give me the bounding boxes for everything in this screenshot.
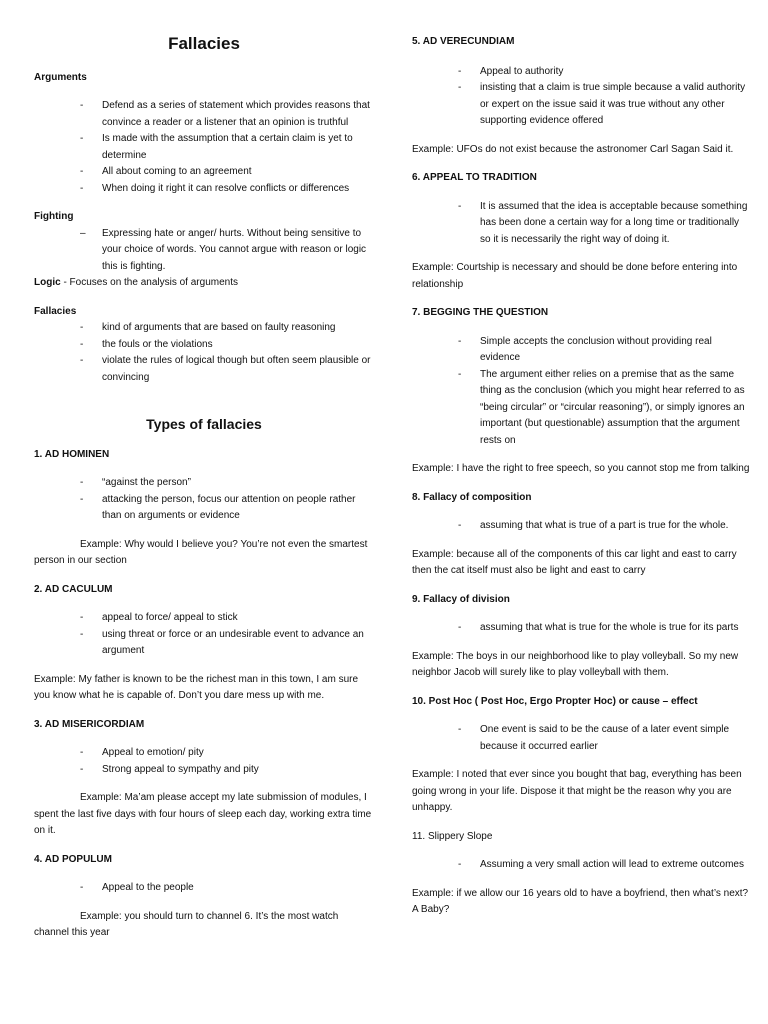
section-heading: 10. Post Hoc ( Post Hoc, Ergo Propter Hoc) or cause – effect — [412, 695, 698, 707]
section-heading: 4. AD POPULUM — [34, 853, 112, 865]
list-item: - It is assumed that the idea is acceptable because something has been done a certain way for a long time or traditionally so it is necessarily the right way of doing it. — [458, 200, 748, 245]
list-item: - The argument either relies on a premise that as the same thing as the conclusion (which you might hear referred to as “being circular” or “circular reasoning”), or simply ignores an important (but questionable) assumption that the argument rests on — [458, 368, 745, 446]
section-example: Example: Why would I believe you? You’re not even the smartest person in our section — [34, 538, 368, 566]
list-item: - All about coming to an agreement — [80, 166, 252, 177]
list-item: – Expressing hate or anger/ hurts. Without being sensitive to your choice of words. You cannot argue with reason or logic this is fighting. — [80, 227, 367, 272]
list-item: - Appeal to emotion/ pity — [80, 747, 204, 758]
list-item: - Appeal to authority — [458, 65, 564, 77]
section-list — [412, 64, 752, 130]
section-list — [412, 857, 752, 874]
section-list — [412, 334, 752, 450]
list-item: - attacking the person, focus our attention on people rather than on arguments or evidence — [80, 493, 356, 521]
section-list — [34, 880, 374, 897]
list-item: - One event is said to be the cause of a later event simple because it occurred earlier — [458, 724, 730, 752]
section-heading: 9. Fallacy of division — [412, 593, 510, 605]
list-item: - the fouls or the violations — [80, 338, 213, 350]
section-example: Example: The boys in our neighborhood like to play volleyball. So my new neighbor Jacob will surely like to play volleyball with them. — [412, 650, 739, 678]
section-heading: 6. APPEAL TO TRADITION — [412, 172, 537, 183]
section-heading: 8. Fallacy of composition — [412, 491, 532, 503]
arguments-heading: Arguments — [34, 71, 87, 83]
section-example: Example: I have the right to free speech, so you cannot stop me from talking — [412, 463, 750, 474]
section-list — [412, 620, 752, 637]
section-heading: 11. Slippery Slope — [412, 830, 493, 842]
section-example: Example: because all of the components of this car light and east to carry then the cat itself must also be light and east to carry — [412, 548, 737, 576]
fighting-heading: Fighting — [34, 211, 74, 222]
list-item: - “against the person” — [80, 477, 191, 488]
list-item: - appeal to force/ appeal to stick — [80, 612, 238, 623]
section-list — [34, 610, 374, 660]
list-item: - assuming that what is true for the whole is true for its parts — [458, 622, 739, 633]
section-heading: 3. AD MISERICORDIAM — [34, 718, 145, 730]
section-heading: 1. AD HOMINEN — [34, 448, 110, 460]
list-item: - Assuming a very small action will lead to extreme outcomes — [458, 859, 744, 870]
fallacies-list — [34, 320, 374, 386]
left-column — [34, 0, 374, 942]
list-item: - Strong appeal to sympathy and pity — [80, 763, 259, 775]
right-column — [412, 0, 752, 919]
section-example: Example: Courtship is necessary and should be done before entering into relationship — [412, 262, 738, 290]
section-list — [412, 199, 752, 249]
list-item: - Appeal to the people — [80, 882, 194, 893]
types-heading: Types of fallacies — [146, 416, 262, 432]
list-item: - assuming that what is true of a part is true for the whole. — [458, 520, 729, 531]
logic-definition: Logic - Focuses on the analysis of arguments — [34, 277, 238, 288]
fallacies-heading: Fallacies — [34, 305, 77, 317]
section-example: Example: you should turn to channel 6. It’s the most watch channel this year — [34, 910, 339, 938]
list-item: - kind of arguments that are based on faulty reasoning — [80, 322, 336, 333]
section-example: Example: UFOs do not exist because the astronomer Carl Sagan Said it. — [412, 143, 734, 155]
section-list — [412, 518, 752, 535]
section-heading: 7. BEGGING THE QUESTION — [412, 307, 549, 318]
list-item: - When doing it right it can resolve conflicts or differences — [80, 182, 350, 194]
list-item: - Is made with the assumption that a certain claim is yet to determine — [80, 133, 353, 161]
section-example: Example: Ma’am please accept my late submission of modules, I spent the last five days with four hours of sleep each day, working extra time on it. — [34, 792, 372, 836]
section-heading: 5. AD VERECUNDIAM — [412, 36, 515, 47]
list-item: - insisting that a claim is true simple because a valid authority or expert on the issue said it was true without any other supporting evidence offered — [458, 82, 746, 126]
section-example: Example: I noted that ever since you bought that bag, everything has been going wrong in your life. Dispose it that might be the reason why you are unhappy. — [412, 769, 742, 813]
page-title: Fallacies — [168, 34, 240, 53]
list-item: - Defend as a series of statement which provides reasons that convince a reader or a listener that an opinion is truthful — [80, 100, 370, 128]
section-list — [412, 722, 752, 755]
fighting-list — [34, 226, 374, 276]
section-heading: 2. AD CACULUM — [34, 583, 113, 595]
section-example: Example: My father is known to be the richest man in this town, I am sure you know what he is capable of. Don’t you dare mess up with me. — [34, 673, 359, 701]
section-example: Example: if we allow our 16 years old to have a boyfriend, then what’s next? A Baby? — [412, 887, 749, 915]
section-list — [34, 745, 374, 778]
list-item: - using threat or force or an undesirable event to advance an argument — [80, 628, 364, 656]
list-item: - violate the rules of logical though but often seem plausible or convincing — [80, 355, 371, 383]
section-list — [34, 475, 374, 525]
arguments-list — [34, 98, 374, 197]
list-item: - Simple accepts the conclusion without providing real evidence — [458, 335, 712, 363]
